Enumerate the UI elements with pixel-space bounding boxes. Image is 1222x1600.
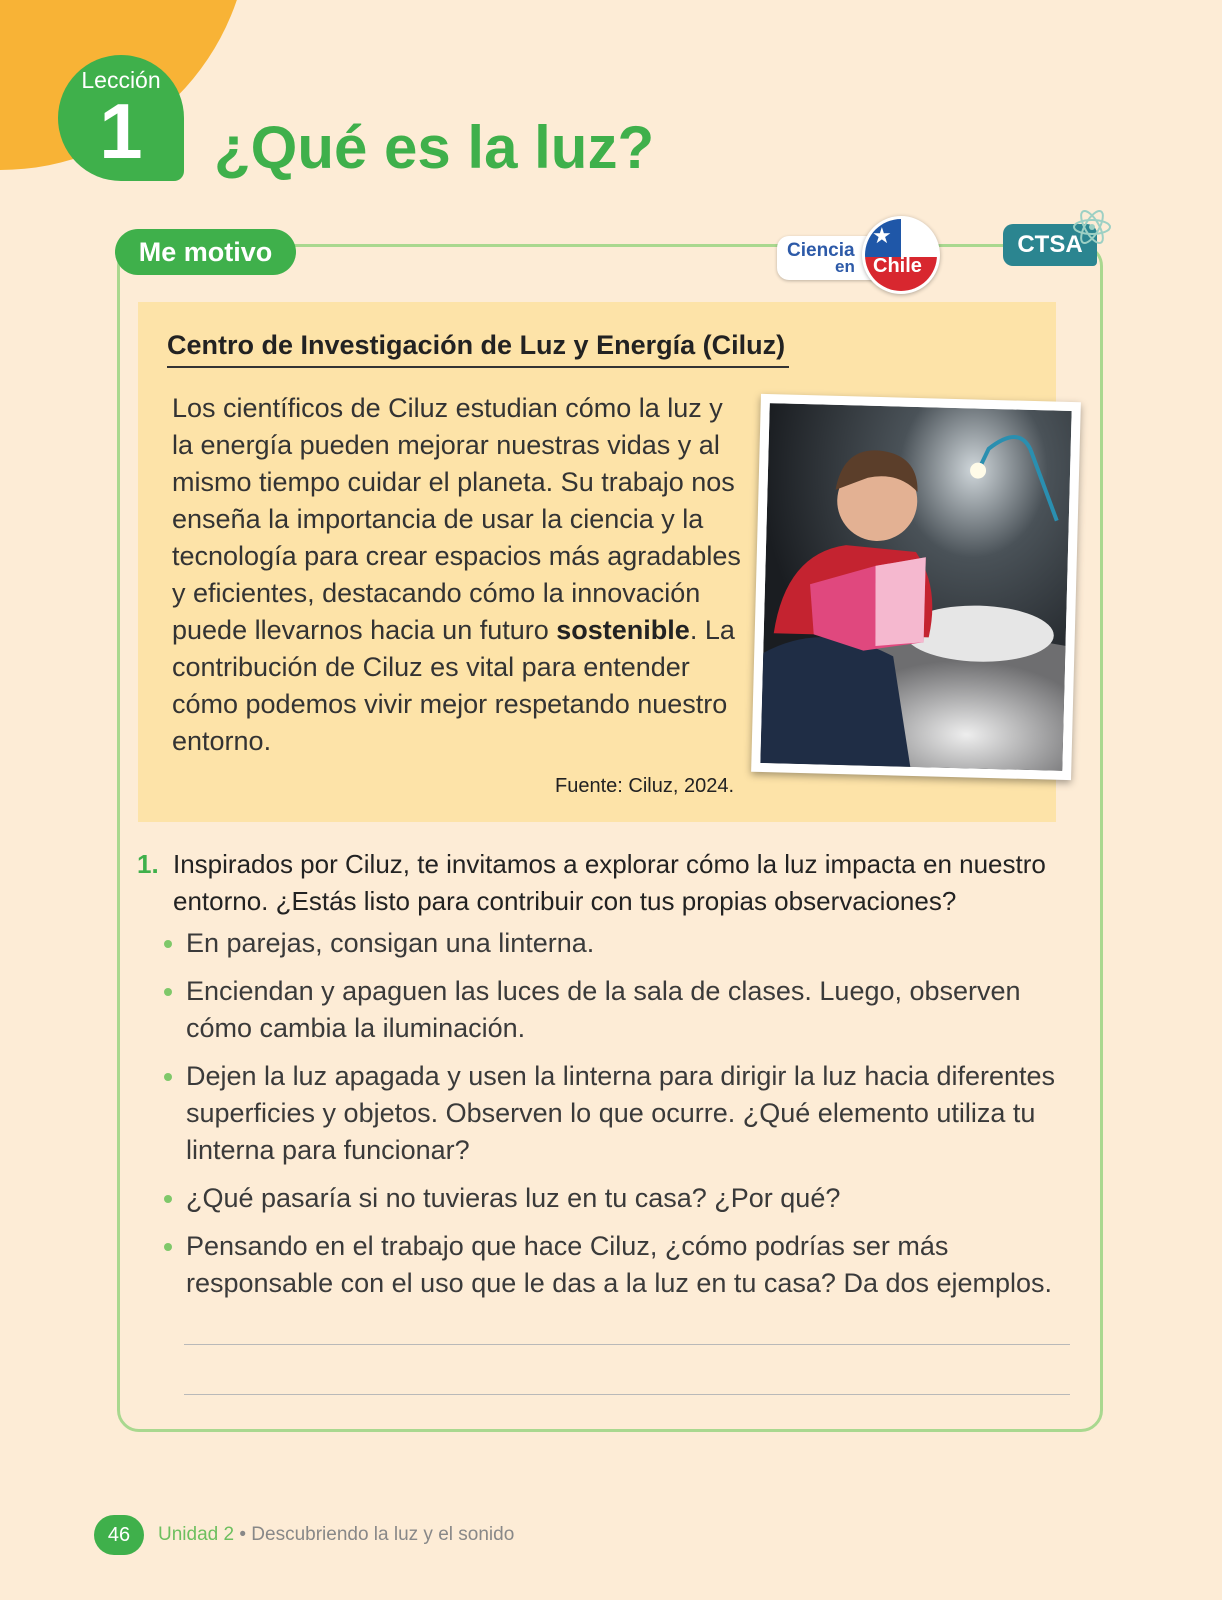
lesson-label: Lección: [81, 67, 161, 93]
answer-line[interactable]: [184, 1394, 1070, 1395]
child-reading-photo: [760, 403, 1071, 771]
question-1: [137, 846, 1077, 920]
lesson-badge: [58, 55, 184, 181]
badge-chile-text: Chile: [873, 255, 922, 277]
badge-ciencia-text: Ciencia: [787, 240, 855, 261]
chile-flag-icon: [862, 216, 940, 294]
badge-en-text: en: [835, 257, 855, 276]
ctsa-badge: CTSA: [1003, 224, 1097, 266]
answer-line[interactable]: [184, 1344, 1070, 1345]
page-number: 46: [94, 1515, 144, 1555]
article-body: [172, 390, 742, 760]
list-item: En parejas, consigan una linterna.: [162, 925, 1082, 962]
article-text-part: Los científicos de Ciluz estudian cómo la luz y la energía pueden mejorar nuestras vidas y al mismo tiempo cuidar el planeta. Su trabajo nos enseña la importancia de usar la ciencia y la tecnología para crear espacios más agradables y eficientes, destacando cómo la innovación puede llevarnos hacia un futuro: [172, 393, 741, 645]
list-item: Dejen la luz apagada y usen la linterna para dirigir la luz hacia diferentes superficies y objetos. Observen lo que ocurre. ¿Qué elemento utiliza tu linterna para funcionar?: [162, 1058, 1082, 1169]
question-text: Inspirados por Ciluz, te invitamos a explorar cómo la luz impacta en nuestro entorno. ¿Estás listo para contribuir con tus propias observaciones?: [173, 849, 1046, 916]
photo-frame: [751, 394, 1081, 780]
lesson-number: 1: [99, 87, 143, 175]
article-bold-term: sostenible: [556, 615, 690, 645]
question-items: [162, 925, 1082, 1313]
star-icon: ★: [872, 223, 892, 248]
question-number: 1.: [137, 849, 159, 879]
footer-unit: Unidad 2: [158, 1524, 235, 1545]
section-tab: Me motivo: [115, 229, 296, 275]
article-source: Fuente: Ciluz, 2024.: [555, 775, 734, 797]
page-title: ¿Qué es la luz?: [214, 114, 655, 181]
list-item: Enciendan y apaguen las luces de la sala de clases. Luego, observen cómo cambia la iluminación.: [162, 973, 1082, 1047]
list-item: Pensando en el trabajo que hace Ciluz, ¿cómo podrías ser más responsable con el uso que le das a la luz en tu casa? Da dos ejemplos.: [162, 1228, 1082, 1302]
footer-unit-title: Descubriendo la luz y el sonido: [251, 1524, 515, 1545]
article-title: Centro de Investigación de Luz y Energía (Ciluz): [167, 328, 789, 368]
footer-separator: •: [239, 1524, 246, 1545]
article-text-part: . La contribución de Ciluz es vital para entender cómo podemos vivir mejor respetando nuestro entorno.: [172, 615, 735, 756]
list-item: ¿Qué pasaría si no tuvieras luz en tu casa? ¿Por qué?: [162, 1180, 1082, 1217]
atom-icon: [1071, 206, 1113, 248]
footer-unit-info: [158, 1524, 514, 1546]
